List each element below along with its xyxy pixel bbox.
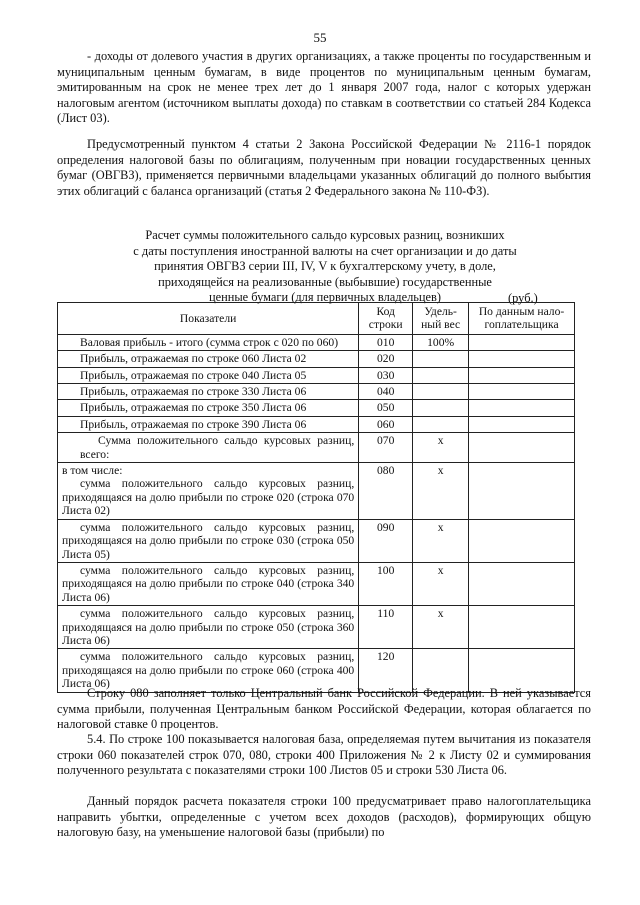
row-taxpayer-value	[469, 416, 575, 432]
table-title-line: с даты поступления иностранной валюты на счет организации и до даты	[133, 243, 517, 258]
table-row	[58, 384, 575, 400]
paragraph-section-5-4: 5.4. По строке 100 показывается налоговая база, определяемая путем вычитания из показателя строки 060 показателей строк 070, 080, строки 400 Приложения № 2 к Листу 02 и суммирования полученного результата с показателями строки 100 Листов 05 и строки 530 Листа 06.	[57, 732, 591, 778]
row-code: 060	[359, 416, 413, 432]
header-taxpayer-data: По данным нало-гоплательщика	[469, 303, 575, 335]
row-code: 090	[359, 519, 413, 562]
page-number: 55	[313, 30, 327, 45]
row-name: Прибыль, отражаемая по строке 060 Листа 02	[58, 351, 359, 367]
table-title-line: Расчет суммы положительного сальдо курсовых разниц, возникших	[145, 228, 505, 242]
table-row	[58, 400, 575, 416]
table-header-row	[58, 303, 575, 335]
row-taxpayer-value	[469, 519, 575, 562]
row-name: Валовая прибыль - итого (сумма строк с 020 по 060)	[58, 334, 359, 350]
row-code: 020	[359, 351, 413, 367]
table-row	[58, 606, 575, 649]
table-row	[58, 433, 575, 463]
row-share: x	[413, 562, 469, 605]
row-taxpayer-value	[469, 433, 575, 463]
table-row	[58, 334, 575, 350]
row-name-text: сумма положительного сальдо курсовых разниц, приходящаяся на долю прибыли по строке 020 (строка 070 Листа 02)	[62, 477, 355, 518]
row-name: Прибыль, отражаемая по строке 390 Листа 06	[58, 416, 359, 432]
row-code: 010	[359, 334, 413, 350]
row-name-text: сумма положительного сальдо курсовых разниц, приходящаяся на долю прибыли по строке 050 (строка 360 Листа 06)	[62, 607, 355, 647]
table-title-line: приходящейся на реализованные (выбывшие) государственные	[158, 274, 492, 289]
row-share: x	[413, 519, 469, 562]
table-row	[58, 519, 575, 562]
row-share: x	[413, 463, 469, 520]
row-taxpayer-value	[469, 606, 575, 649]
header-share: Удель-ный вес	[413, 303, 469, 335]
row-share	[413, 400, 469, 416]
row-taxpayer-value	[469, 400, 575, 416]
row-taxpayer-value	[469, 384, 575, 400]
row-code: 080	[359, 463, 413, 520]
paragraph-dividends: - доходы от долевого участия в других организациях, а также проценты по государственным и муниципальным ценным бумагам, в виде процентов по муниципальным ценным бумагам, эмитированным на срок не менее трех лет до 1 января 2007 года, налог с которых удержан налоговым агентом (источником выплаты дохода) по ставкам в соответствии со статьей 284 Кодекса (Лист 03).	[57, 49, 591, 126]
paragraph-losses: Данный порядок расчета показателя строки 100 предусматривает право налогоплательщика направить убытки, определенные с учетом всех доходов (расходов), формирующих общую налоговую базу, на уменьшение налоговой базы (прибыли) по	[57, 794, 591, 840]
row-code: 120	[359, 649, 413, 692]
row-name	[58, 519, 359, 562]
table-row	[58, 463, 575, 520]
header-indicators: Показатели	[58, 303, 359, 335]
row-taxpayer-value	[469, 463, 575, 520]
row-code: 030	[359, 367, 413, 383]
exchange-difference-table	[57, 302, 575, 693]
table-title-line: ценные бумаги (для первичных владельцев)	[208, 290, 442, 305]
table-row	[58, 367, 575, 383]
row-share: 100%	[413, 334, 469, 350]
row-share	[413, 367, 469, 383]
row-name	[58, 433, 359, 463]
row-name: Прибыль, отражаемая по строке 350 Листа 06	[58, 400, 359, 416]
paragraph-line-080: Строку 080 заполняет только Центральный банк Российской Федерации. В ней указывается сумма прибыли, полученная Центральным банком Российской Федерации, которая облагается по налоговой ставке 0 процентов.	[57, 686, 591, 732]
table-row	[58, 351, 575, 367]
currency-unit: (руб.)	[508, 291, 538, 305]
row-name	[58, 606, 359, 649]
table-title	[100, 228, 550, 306]
row-code: 050	[359, 400, 413, 416]
row-taxpayer-value	[469, 334, 575, 350]
row-name: Прибыль, отражаемая по строке 040 Листа 05	[58, 367, 359, 383]
row-prefix: в том числе:	[62, 464, 123, 478]
row-share: x	[413, 606, 469, 649]
row-name	[58, 463, 359, 520]
table-title-line: принятия ОВГВЗ серии III, IV, V к бухгалтерскому учету, в доле,	[154, 259, 496, 274]
row-code: 070	[359, 433, 413, 463]
row-name-text: Сумма положительного сальдо курсовых разниц, всего:	[80, 434, 355, 461]
header-line-code: Код строки	[359, 303, 413, 335]
row-code: 110	[359, 606, 413, 649]
row-share	[413, 351, 469, 367]
row-taxpayer-value	[469, 562, 575, 605]
row-name-text: сумма положительного сальдо курсовых разниц, приходящаяся на долю прибыли по строке 060 (строка 400 Листа 06)	[62, 650, 355, 691]
row-code: 040	[359, 384, 413, 400]
row-share	[413, 384, 469, 400]
table-row	[58, 416, 575, 432]
table-row	[58, 562, 575, 605]
row-name	[58, 562, 359, 605]
row-share	[413, 416, 469, 432]
row-name-text: сумма положительного сальдо курсовых разниц, приходящаяся на долю прибыли по строке 040 (строка 340 Листа 06)	[62, 563, 355, 604]
row-name-text: сумма положительного сальдо курсовых разниц, приходящаяся на долю прибыли по строке 030 (строка 050 Листа 05)	[62, 520, 355, 561]
row-share: x	[413, 433, 469, 463]
paragraph-ovgvz-procedure: Предусмотренный пунктом 4 статьи 2 Закона Российской Федерации № 2116-1 порядок определения налоговой базы по облигациям, полученным при новации государственных ценных бумаг (ОВГВЗ), применяется первичными владельцами указанных облигаций до полного выбытия этих облигаций с баланса организаций (статья 2 Федерального закона № 110-ФЗ).	[57, 137, 591, 198]
row-taxpayer-value	[469, 367, 575, 383]
row-code: 100	[359, 562, 413, 605]
row-taxpayer-value	[469, 351, 575, 367]
row-name: Прибыль, отражаемая по строке 330 Листа 06	[58, 384, 359, 400]
